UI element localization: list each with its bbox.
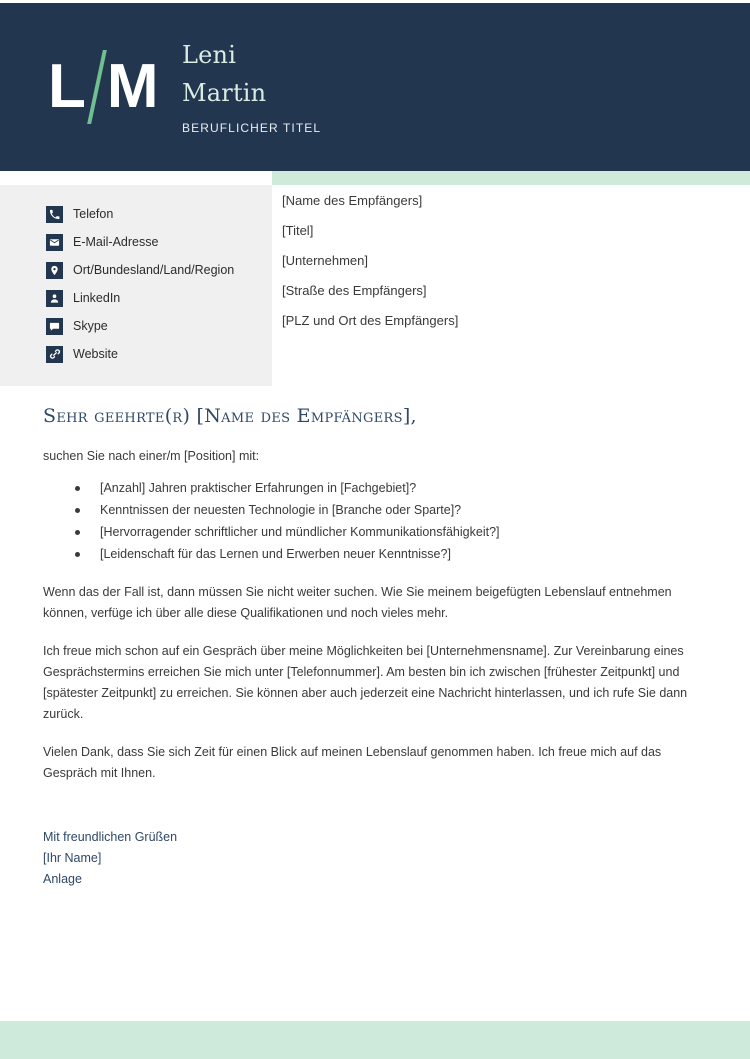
contact-item-email[interactable] [46, 228, 272, 256]
list-item: [Anzahl] Jahren praktischer Erfahrungen in [Fachgebiet]? [75, 479, 708, 498]
body-paragraph-1: Wenn das der Fall ist, dann müssen Sie nicht weiter suchen. Wie Sie meinem beigefügten Lebenslauf entnehmen können, verfüge ich über alle diese Qualifikationen und noch vieles mehr. [43, 585, 672, 620]
list-item: [Leidenschaft für das Lernen und Erwerben neuer Kenntnisse?] [75, 545, 708, 564]
contact-label-email: E-Mail-Adresse [73, 235, 159, 249]
mint-accent-band-bottom [0, 1021, 750, 1059]
contact-item-skype[interactable] [46, 312, 272, 340]
salutation: Sehr geehrte(r) [Name des Empfängers], [43, 405, 417, 427]
contact-label-location: Ort/Bundesland/Land/Region [73, 263, 235, 277]
location-pin-icon [46, 262, 63, 279]
contact-item-location[interactable] [46, 256, 272, 284]
list-item: Kenntnissen der neuesten Technologie in [Branche oder Sparte]? [75, 501, 708, 520]
job-title: BERUFLICHER TITEL [182, 120, 322, 135]
link-icon [46, 346, 63, 363]
monogram-logo [48, 48, 160, 126]
logo-letter-right: M [106, 52, 158, 121]
signature-name: [Ihr Name] [43, 851, 102, 865]
contact-label-linkedin: LinkedIn [73, 291, 121, 305]
list-item: [Hervorragender schriftlicher und mündlicher Kommunikationsfähigkeit?] [75, 523, 708, 542]
contact-sidebar [0, 185, 272, 386]
contact-item-telefon[interactable] [46, 200, 272, 228]
contact-label-telefon: Telefon [73, 207, 114, 221]
signature-block [43, 827, 708, 890]
recipient-line-title: [Titel] [282, 223, 314, 238]
recipient-line-company: [Unternehmen] [282, 253, 368, 268]
email-icon [46, 234, 63, 251]
letter-body [43, 405, 708, 890]
phone-icon [46, 206, 63, 223]
signature-enclosure: Anlage [43, 872, 82, 886]
recipient-address-block [282, 193, 702, 343]
logo-slash-icon [87, 50, 107, 124]
contact-item-website[interactable] [46, 340, 272, 368]
last-name: Martin [182, 78, 267, 107]
body-paragraph-3: Vielen Dank, dass Sie sich Zeit für einen Blick auf meinen Lebenslauf genommen haben. Ich freue mich auf das Gespräch mit Ihnen. [43, 745, 662, 780]
signature-closing: Mit freundlichen Grüßen [43, 830, 178, 844]
contact-label-website: Website [73, 347, 118, 361]
recipient-line-name: [Name des Empfängers] [282, 193, 423, 208]
recipient-line-street: [Straße des Empfängers] [282, 283, 427, 298]
contact-item-linkedin[interactable] [46, 284, 272, 312]
body-paragraph-2: Ich freue mich schon auf ein Gespräch über meine Möglichkeiten bei [Unternehmensname]. Zur Vereinbarung eines Gesprächstermins erreichen Sie mich unter [Telefonnummer]. Am besten bin ich zwischen [frühester Zeitpunkt] und [spätester Zeitpunkt] zu erreichen. Sie können aber auch jederzeit eine Nachricht hinterlassen, und ich rufe Sie dann zurück. [43, 644, 688, 721]
recipient-line-city: [PLZ und Ort des Empfängers] [282, 313, 459, 328]
contact-label-skype: Skype [73, 319, 108, 333]
intro-line: suchen Sie nach einer/m [Position] mit: [43, 449, 260, 463]
chat-bubble-icon [46, 318, 63, 335]
qualification-list [43, 479, 708, 564]
letterhead-header [0, 3, 750, 171]
mint-accent-band-top [272, 171, 750, 185]
logo-letter-left: L [48, 52, 85, 121]
person-icon [46, 290, 63, 307]
name-block [182, 36, 321, 139]
first-name: Leni [182, 40, 237, 69]
